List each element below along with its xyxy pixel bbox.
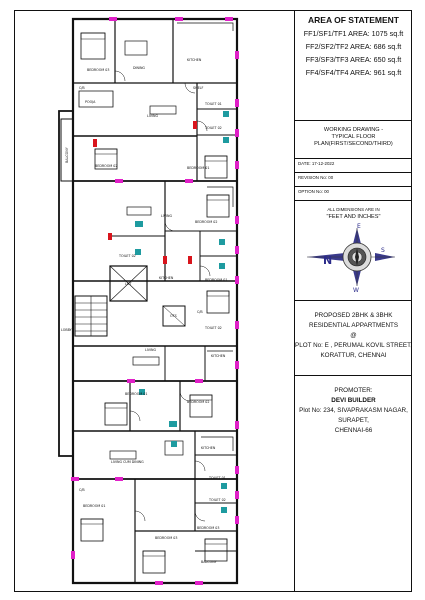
label-balcony-bottom: BALCONY: [201, 560, 217, 564]
floor-plan: [15, 11, 295, 591]
label-shelf: SHELF: [193, 86, 204, 90]
label-bedroom-02-top: BEDROOM 02: [95, 164, 118, 168]
drawing-sheet: [14, 10, 412, 592]
date-text: DATE: 17-12-2022: [298, 161, 335, 166]
promoter-box: [295, 376, 412, 591]
label-cb-2: C/B: [79, 488, 85, 492]
promoter-name: DEVI BUILDER: [331, 397, 376, 404]
label-living-top: LIVING: [147, 114, 159, 118]
area-line-2: FF2/SF2/TF2 AREA: 686 sq.ft: [305, 42, 402, 51]
dimensions-compass-box: [295, 201, 412, 301]
label-living-cum-dining: LIVING CUM DINING: [111, 460, 144, 464]
label-bedroom-03-bottom-r: BEDROOM 03: [197, 526, 220, 530]
project-line-1: PROPOSED 2BHK & 3BHK: [314, 312, 393, 319]
drawing-title-line-3: PLAN(FIRST/SECOND/THIRD): [314, 141, 393, 147]
compass-icon: [295, 220, 412, 294]
label-lobby: LOBBY: [61, 328, 72, 332]
label-toilet-02-bottom: TOILET 02: [209, 498, 226, 502]
label-pooja: POOJA: [85, 100, 96, 104]
label-toilet-01: TOILET 01: [205, 102, 222, 106]
label-cb-1: C/B: [197, 310, 203, 314]
label-kitchen-top: KITCHEN: [187, 58, 202, 62]
label-lift: LIFT: [125, 282, 132, 286]
label-cb-3: C/B: [79, 86, 85, 90]
label-balcony-side: BALCONY: [65, 147, 69, 163]
label-toilet-02-mid: TOILET 02: [119, 254, 136, 258]
date-row: [295, 159, 412, 173]
label-bedroom-02: BEDROOM 02: [195, 220, 218, 224]
label-bedroom-03-top: BEDROOM 03: [87, 68, 110, 72]
area-statement-title: AREA OF STATEMENT: [308, 15, 399, 25]
project-line-3: @: [350, 332, 357, 339]
label-toilet-01-bottom: TOILET 01: [209, 476, 226, 480]
option-text: OPTION No: 00: [298, 189, 329, 194]
label-bedroom-02-low: BEDROOM 02: [187, 400, 210, 404]
revision-text: REVISION No: 00: [298, 175, 334, 180]
dims-line-2: "FEET AND INCHES": [326, 214, 381, 220]
label-bedroom-01-mid: BEDROOM 01: [205, 278, 228, 282]
area-line-4: FF4/SF4/TF4 AREA: 961 sq.ft: [305, 68, 402, 77]
compass-n: N: [323, 254, 333, 267]
label-bedroom-01-bottom: BEDROOM 01: [83, 504, 106, 508]
project-line-4: PLOT No: E , PERUMAL KOVIL STREET,: [295, 342, 412, 349]
area-statement-box: [295, 11, 412, 121]
label-dining-top: DINING: [133, 66, 145, 70]
drawing-title-box: [295, 121, 412, 159]
label-ots: OTS: [170, 314, 177, 318]
label-bedroom-01-low: BEDROOM 01: [125, 392, 148, 396]
label-kitchen-low: KITCHEN: [211, 354, 226, 358]
label-bedroom-03-bottom: BEDROOM 03: [155, 536, 178, 540]
title-block: [294, 11, 411, 591]
label-bedroom-01-top: BEDROOM 01: [187, 166, 210, 170]
drawing-title-line-2: TYPICAL FLOOR: [331, 134, 376, 140]
promoter-address-1: Plot No: 234, SIVAPRAKASM NAGAR,: [299, 407, 408, 414]
promoter-address-3: CHENNAI-66: [334, 427, 373, 434]
dims-line-1: ALL DIMENSIONS ARE IN: [327, 207, 380, 212]
label-living-mid: LIVING: [161, 214, 173, 218]
area-line-3: FF3/SF3/TF3 AREA: 650 sq.ft: [305, 55, 402, 64]
revision-row: [295, 173, 412, 187]
label-toilet-02-low: TOILET 02: [205, 326, 222, 330]
label-kitchen-mid: KITCHEN: [159, 276, 174, 280]
area-line-1: FF1/SF1/TF1 AREA: 1075 sq.ft: [303, 29, 404, 38]
project-line-2: RESIDENTIAL APPARTMENTS: [308, 322, 399, 329]
project-box: [295, 301, 412, 376]
label-kitchen-bottom: KITCHEN: [201, 446, 216, 450]
compass-e: E: [357, 223, 361, 230]
project-line-5: KORATTUR, CHENNAI: [320, 352, 387, 359]
label-toilet-02: TOILET 02: [205, 126, 222, 130]
promoter-label: PROMOTER:: [334, 387, 373, 394]
compass-w: W: [353, 287, 359, 294]
option-row: [295, 187, 412, 201]
drawing-title-line-1: WORKING DRAWING -: [323, 127, 384, 133]
promoter-address-2: SURAPET,: [338, 417, 369, 424]
compass-s: S: [381, 247, 385, 254]
label-living-low: LIVING: [145, 348, 157, 352]
